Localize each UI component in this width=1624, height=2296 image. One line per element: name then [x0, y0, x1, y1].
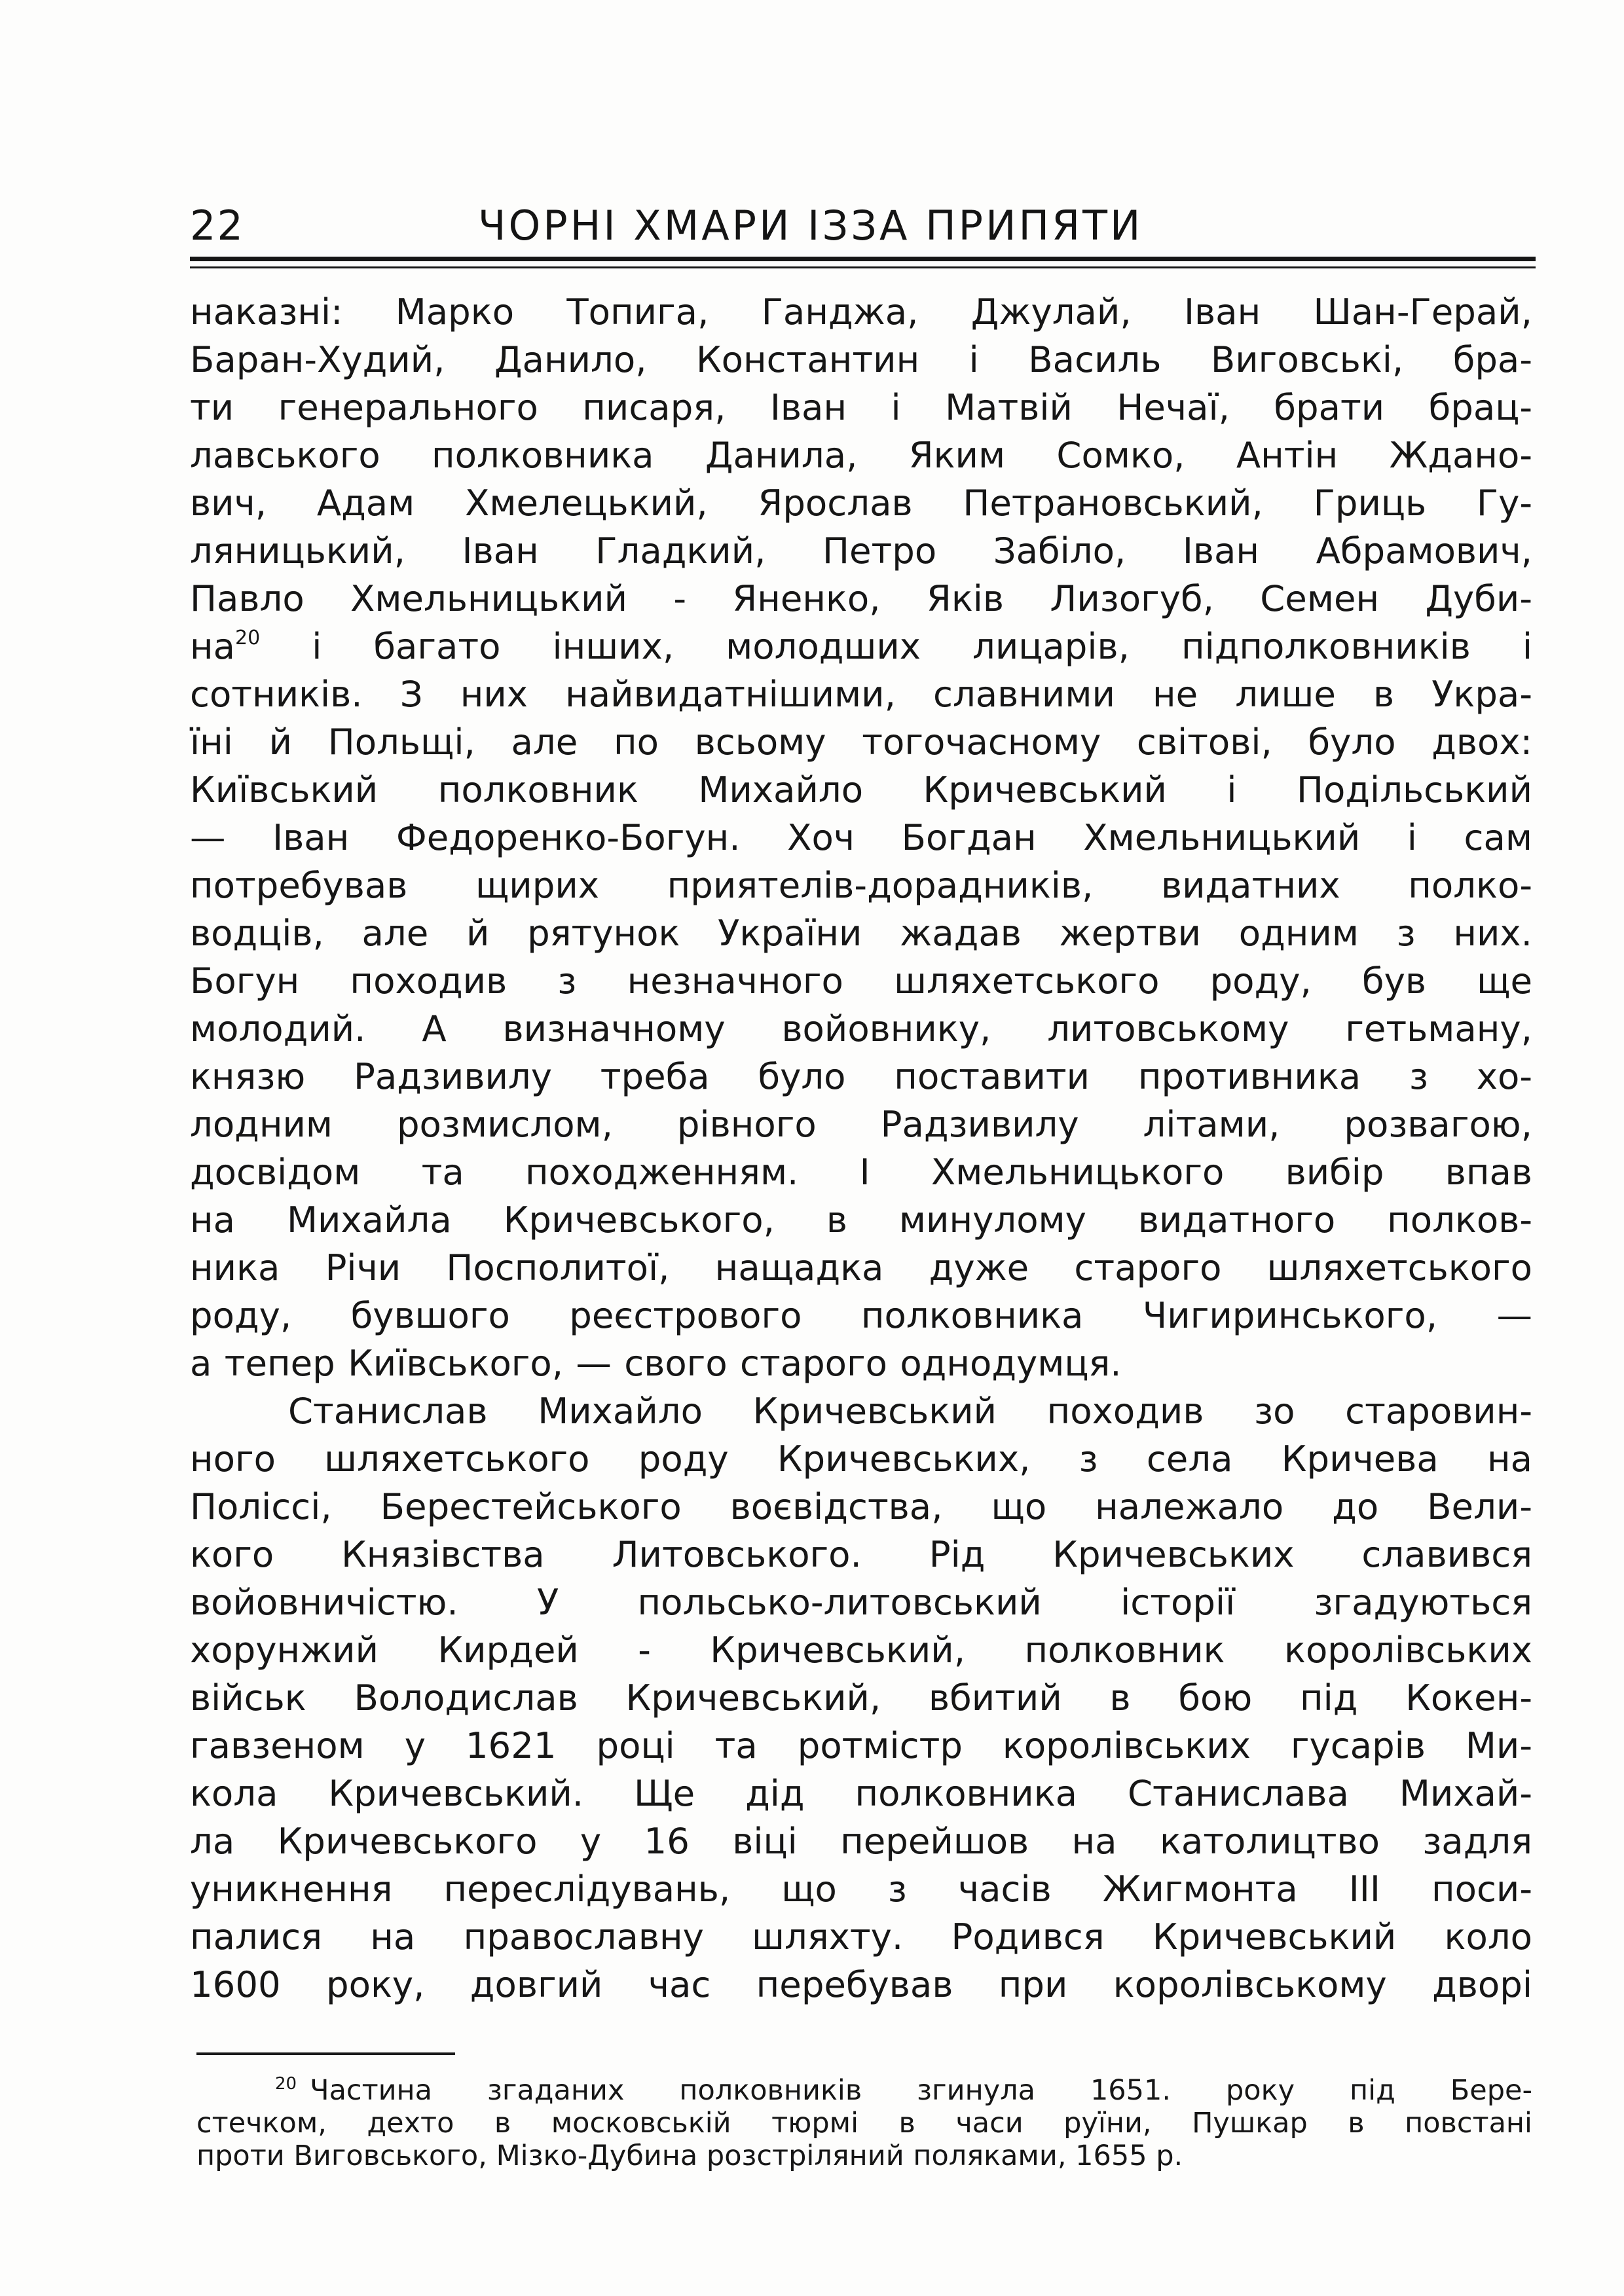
text-line: гавзеном у 1621 році та ротмістр королівських гусарів Ми-	[190, 1724, 1532, 1766]
text-line: князю Радзивилу треба було поставити противника з хо-	[190, 1055, 1532, 1097]
text-line: ти генерального писаря, Іван і Матвій Нечаї, брати брац-	[190, 386, 1532, 428]
text-line: а тепер Київського, — свого старого однодумця.	[190, 1342, 1122, 1384]
text-line: — Іван Федоренко-Богун. Хоч Богдан Хмельницький і сам	[190, 816, 1532, 858]
text-line: ного шляхетського роду Кричевських, з села Кричева на	[190, 1438, 1532, 1480]
text-line: на Михайла Кричевського, в минулому видатного полков-	[190, 1199, 1532, 1241]
text-line: Павло Хмельницький - Яненко, Яків Лизогуб, Семен Дуби-	[190, 577, 1532, 619]
text-line: кого Князівства Литовського. Рід Кричевських славився	[190, 1533, 1532, 1575]
footnote-line	[196, 2074, 1532, 2107]
text-line: уникнення переслідувань, що з часів Жигмонта III поси-	[190, 1868, 1532, 1910]
text-line: 1600 року, довгий час перебував при королівському дворі	[190, 1963, 1532, 2005]
body-text	[190, 288, 1532, 2009]
text-line: ла Кричевського у 16 віці перейшов на католицтво задля	[190, 1820, 1532, 1862]
text-fragment: на	[190, 625, 236, 667]
text-line: досвідом та походженням. І Хмельницького вибір впав	[190, 1151, 1532, 1193]
footnote-reference: 20	[235, 627, 261, 649]
text-line: роду, бувшого реєстрового полковника Чигиринського, —	[190, 1294, 1532, 1336]
paragraph-first-line: Станислав Михайло Кричевський походив зо старовин-	[288, 1390, 1532, 1432]
text-line: войовничістю. У польсько-литовський історії згадуються	[190, 1581, 1532, 1623]
text-line: лодним розмислом, рівного Радзивилу літами, розвагою,	[190, 1103, 1532, 1145]
text-line: ника Річи Посполитої, нащадка дуже старого шляхетського	[190, 1247, 1532, 1288]
text-line: вич, Адам Хмелецький, Ярослав Петрановський, Гриць Гу-	[190, 482, 1532, 524]
text-line: наказні: Марко Топига, Ганджа, Джулай, Іван Шан-Герай,	[190, 291, 1532, 333]
text-line: Київський полковник Михайло Кричевський і Подільський	[190, 769, 1532, 811]
footnote-line: стечком, дехто в московській тюрмі в часи руїни, Пушкар в повстані	[196, 2107, 1532, 2140]
footnote	[196, 2074, 1532, 2172]
text-line: хорунжий Кирдей - Кричевський, полковник королівських	[190, 1629, 1532, 1671]
text-line: Поліссі, Берестейського воєвідства, що належало до Вели-	[190, 1485, 1532, 1527]
footnote-number: 20	[275, 2074, 297, 2094]
text-line: лавського полковника Данила, Яким Сомко, Антін Ждано-	[190, 434, 1532, 476]
text-line: Богун походив з незначного шляхетського роду, був ще	[190, 960, 1532, 1002]
text-line: палися на православну шляхту. Родився Кричевський коло	[190, 1916, 1532, 1958]
text-line: кола Кричевський. Ще дід полковника Станислава Михай-	[190, 1772, 1532, 1814]
text-fragment: і багато інших, молодших лицарів, підполковників і	[260, 625, 1532, 667]
header-rule-thin	[190, 266, 1536, 268]
footnote-separator	[196, 2052, 455, 2055]
footnote-text: Частина згаданих полковників згинула 1651. року під Бере-	[310, 2074, 1532, 2107]
running-title: ЧОРНІ ХМАРИ ІЗЗА ПРИПЯТИ	[478, 202, 1143, 249]
text-line: ляницький, Іван Гладкий, Петро Забіло, Іван Абрамович,	[190, 530, 1532, 572]
text-line: водців, але й рятунок України жадав жертви одним з них.	[190, 912, 1532, 954]
text-line: військ Володислав Кричевський, вбитий в бою під Кокен-	[190, 1677, 1532, 1719]
text-line: молодий. А визначному войовнику, литовському гетьману,	[190, 1008, 1532, 1049]
text-line-with-footnote-ref	[190, 623, 1532, 670]
text-line: їні й Польщі, але по всьому тогочасному світові, було двох:	[190, 721, 1532, 763]
text-line: потребував щирих приятелів-дорадників, видатних полко-	[190, 864, 1532, 906]
header-rule-thick	[190, 257, 1536, 261]
footnote-line: проти Виговського, Мізко-Дубина розстріляний поляками, 1655 р.	[196, 2140, 1183, 2172]
text-line: Баран-Худий, Данило, Константин і Василь Виговські, бра-	[190, 338, 1532, 380]
page-header	[190, 196, 1532, 255]
page-number: 22	[190, 202, 244, 249]
text-line: сотників. З них найвидатнішими, славними не лише в Укра-	[190, 673, 1532, 715]
